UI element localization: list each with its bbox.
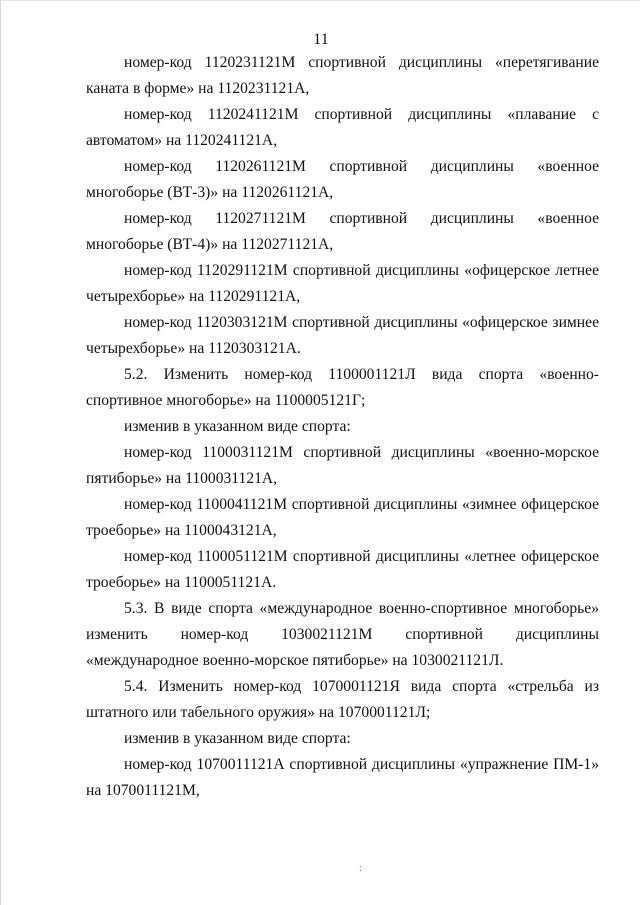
paragraph: номер-код 1120261121М спортивной дисциплины «военное многоборье (ВТ-3)» на 1120261121А, bbox=[86, 158, 599, 201]
document-body bbox=[86, 50, 599, 804]
paragraph: 5.2. Изменить номер-код 1100001121Л вида спорта «военно-спортивное многоборье» на 1100005121Г; bbox=[86, 366, 599, 409]
paragraph: номер-код 1100041121М спортивной дисциплины «зимнее офицерское троеборье» на 1100043121А, bbox=[86, 496, 599, 539]
paragraph: номер-код 1120303121М спортивной дисциплины «офицерское зимнее четырехборье» на 1120303121А. bbox=[86, 314, 599, 357]
paragraph: 5.4. Изменить номер-код 1070001121Я вида спорта «стрельба из штатного или табельного оружия» на 1070001121Л; bbox=[86, 678, 599, 721]
paragraph: номер-код 1070011121А спортивной дисциплины «упражнение ПМ-1» на 1070011121М, bbox=[86, 756, 599, 799]
paragraph: номер-код 1100051121М спортивной дисциплины «летнее офицерское троеборье» на 1100051121А. bbox=[86, 548, 599, 591]
paragraph: номер-код 1120231121М спортивной дисциплины «перетягивание каната в форме» на 1120231121А, bbox=[86, 54, 599, 97]
paragraph: номер-код 1120291121М спортивной дисциплины «офицерское летнее четырехборье» на 1120291121А, bbox=[86, 262, 599, 305]
scan-speck: : bbox=[359, 863, 362, 874]
paragraph: изменив в указанном виде спорта: bbox=[124, 730, 351, 747]
paragraph: 5.3. В виде спорта «международное военно-спортивное многоборье» изменить номер-код 1030021121М спортивной дисциплины «международное военно-морское пятиборье» на 1030021121Л. bbox=[86, 600, 599, 669]
page-number: 11 bbox=[313, 31, 329, 48]
paragraph: номер-код 1120271121М спортивной дисциплины «военное многоборье (ВТ-4)» на 1120271121А, bbox=[86, 210, 599, 253]
paragraph: номер-код 1100031121М спортивной дисциплины «военно-морское пятиборье» на 1100031121А, bbox=[86, 444, 599, 487]
paragraph: изменив в указанном виде спорта: bbox=[124, 418, 351, 435]
paragraph: номер-код 1120241121М спортивной дисциплины «плавание с автоматом» на 1120241121А, bbox=[86, 106, 599, 149]
